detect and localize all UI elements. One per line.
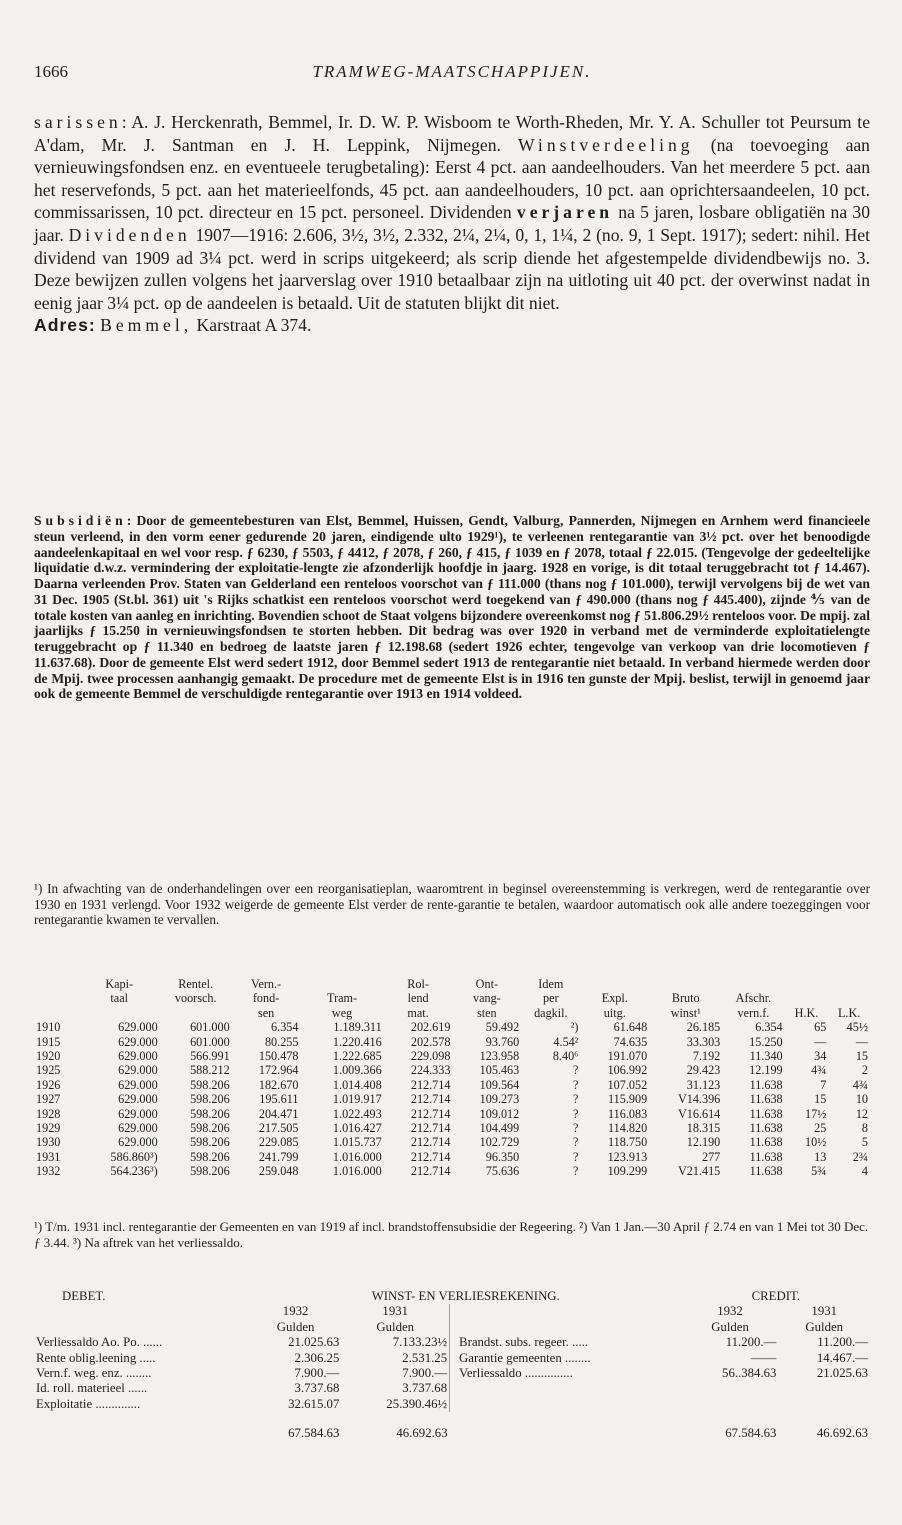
- subsidy-text: : Door de gemeentebesturen van Elst, Bemmel, Huissen, Gendt, Valburg, Pannerden, Nijmegen en Arnhem werd financieele steun verleend, in den vorm eener gedurende 20 jaren, eindigende ulto 1929¹), te verleenen rentegarantie van 3½ pct. over het benoodigde aandeelenkapitaal en wel voor resp. ƒ 6230, ƒ 5503, ƒ 4412, ƒ 2078, ƒ 260, ƒ 415, ƒ 1039 en ƒ 2078, totaal ƒ 22.015. (Tengevolge der gedeeltelijke liquidatie d.w.z. vermindering der exploitatie-lengte zie afzonderlijk hoofdje in jaarg. 1928 en vorige, is dit totaal teruggebracht tot ƒ 14.467). Daarna verleenden Prov. Staten van Gelderland een renteloos voorschot van ƒ 111.000 (thans nog ƒ 101.000), terwijl vervolgens bij de wet van 31 Dec. 1905 (St.bl. 361) uit 's Rijks schatkist een renteloos voorschot werd toegekend van ƒ 490.000 (thans nog ƒ 445.400), zijnde ⅘ van de totale kosten van aanleg en inrichting. Bovendien schoot de Staat volgens bijzondere overeenkomst nog ƒ 51.806.29½ renteloos voor. De mpij. zal jaarlijks ƒ 15.250 in vernieuwingsfondsen te storten hebben. Dit bedrag was over 1920 in verband met de verminderde exploitatielengte teruggebracht op ƒ 11.340 en bedroeg de laatste jaren ƒ 12.198.68 (sedert 1926 echter, tengevolge van verkoop van drie locomotieven ƒ 11.637.68). Door de gemeente Elst werd sedert 1912, door Bemmel sedert 1913 de rentegarantie niet betaald. In verband hiermede werden door de Mpij. twee processen aanhangig gemaakt. De procedure met de gemeente Elst is in 1916 ten gunste der Mpij. beslist, terwijl in genoemd jaar ook de gemeente Bemmel de verschuldigde rentegarantie over 1913 en 1914 voldeed.: [34, 513, 870, 702]
- table-cell: 33.303: [686, 1034, 721, 1049]
- subsidy-section: [34, 513, 870, 702]
- table-cell: 598.206: [190, 1092, 230, 1107]
- table-cell: ?: [572, 1106, 579, 1121]
- stats-header-row: [34, 991, 870, 1005]
- table-cell: 105.463: [479, 1063, 520, 1078]
- table-cell: 212.714: [410, 1077, 451, 1092]
- table-cell: ²): [570, 1020, 579, 1035]
- stats-header-cell: mat.: [407, 1005, 429, 1020]
- table-cell: 11.638: [749, 1092, 783, 1107]
- table-cell: 1.016.000: [332, 1149, 382, 1164]
- table-cell: 7.192: [692, 1049, 721, 1064]
- table-cell: —: [855, 1034, 868, 1049]
- stats-header-cell: [160, 1006, 232, 1020]
- stats-header-cell: [580, 977, 649, 991]
- account-cell: 7.900.—: [402, 1366, 448, 1381]
- stats-header-cell: [785, 977, 829, 991]
- table-cell: 629.000: [118, 1135, 158, 1150]
- table-cell: ?: [572, 1077, 579, 1092]
- address-label: Adres:: [34, 315, 96, 336]
- table-cell: 241.799: [258, 1149, 299, 1164]
- table-row: [34, 1121, 870, 1135]
- table-cell: 11.638: [749, 1121, 783, 1136]
- table-cell: 172.964: [258, 1063, 299, 1078]
- account-cell: 3.737.68: [402, 1381, 448, 1396]
- table-cell: 26.185: [686, 1020, 721, 1035]
- stats-header: [34, 977, 870, 1020]
- account-row: [34, 1397, 870, 1412]
- stats-header-cell: Ont-: [475, 977, 499, 991]
- account-cell: [457, 1397, 682, 1412]
- table-cell: 109.273: [479, 1092, 520, 1107]
- table-cell: 17½: [805, 1106, 827, 1121]
- table-cell: 629.000: [118, 1092, 158, 1107]
- table-cell: 5: [861, 1135, 868, 1150]
- stats-header-cell: Rentel.: [178, 977, 214, 991]
- account-row: [34, 1366, 870, 1381]
- table-cell: 598.206: [190, 1135, 230, 1150]
- table-cell: 118.750: [608, 1135, 648, 1150]
- table-cell: ?: [572, 1164, 579, 1179]
- table-cell: 7: [820, 1077, 827, 1092]
- account-cell: Verliessaldo ...............: [459, 1366, 573, 1381]
- table-row: [34, 1164, 870, 1178]
- table-cell: 107.052: [607, 1077, 648, 1092]
- table-cell: 12.199: [749, 1063, 783, 1078]
- table-cell: 4.54²: [553, 1034, 579, 1049]
- table-cell: 229.098: [410, 1049, 451, 1064]
- table-cell: 601.000: [190, 1034, 230, 1049]
- table-cell: 1.189.311: [333, 1020, 382, 1035]
- year-cell: 1930: [36, 1135, 61, 1150]
- stats-header-cell: Bruto: [671, 991, 700, 1006]
- table-row: [34, 1078, 870, 1092]
- year-cell: 1920: [36, 1049, 61, 1064]
- year-cell: 1926: [36, 1077, 61, 1092]
- table-cell: 1.016.000: [332, 1164, 382, 1179]
- year-cell: 1927: [36, 1092, 61, 1107]
- table-cell: 204.471: [258, 1106, 299, 1121]
- address-line: [34, 314, 870, 337]
- table-cell: 212.714: [410, 1135, 451, 1150]
- stats-header-row: [34, 977, 870, 991]
- table-cell: 104.499: [479, 1121, 520, 1136]
- stats-header-cell: [828, 991, 870, 1005]
- table-cell: 4¾: [811, 1063, 827, 1078]
- account-cell: [450, 1366, 457, 1381]
- stats-header-cell: [649, 977, 722, 991]
- year-cell: 1928: [36, 1106, 61, 1121]
- stats-header-cell: Tram-: [327, 991, 358, 1006]
- account-title: WINST- EN VERLIESREKENING.: [371, 1289, 560, 1303]
- stats-header-cell: fond-: [252, 991, 280, 1006]
- stats-header-cell: [722, 977, 784, 991]
- account-cell: Exploitatie ..............: [36, 1396, 141, 1411]
- table-cell: 150.478: [258, 1049, 299, 1064]
- table-cell: 212.714: [410, 1092, 451, 1107]
- account-cell: 25.390.46½: [386, 1396, 448, 1411]
- account-totals: 67.584.63 46.692.63 67.584.63 46.692.63: [288, 1426, 868, 1441]
- table-cell: 195.611: [259, 1092, 299, 1107]
- table-cell: 566.991: [190, 1049, 230, 1064]
- year-cell: 1915: [36, 1034, 61, 1049]
- stats-header-cell: [34, 977, 79, 991]
- table-cell: 15: [855, 1049, 868, 1064]
- table-cell: 2: [861, 1063, 868, 1078]
- statistics-table: [34, 977, 870, 1179]
- table-cell: 629.000: [118, 1121, 158, 1136]
- table-cell: 629.000: [118, 1063, 158, 1078]
- table-cell: 102.729: [479, 1135, 520, 1150]
- table-cell: 11.638: [749, 1164, 783, 1179]
- stats-header-cell: [300, 977, 383, 991]
- stats-header-cell: L.K.: [837, 1005, 861, 1020]
- table-row: [34, 1092, 870, 1106]
- stats-header-cell: Vern.-: [251, 977, 282, 991]
- address-place: Bemmel,: [100, 315, 193, 336]
- table-cell: 1.222.685: [332, 1049, 382, 1064]
- stats-header-cell: vang-: [472, 991, 501, 1006]
- account-cell: 21.025.63: [288, 1335, 340, 1350]
- running-title: TRAMWEG-MAATSCHAPPIJEN.: [312, 62, 592, 81]
- credit-heading: CREDIT.: [751, 1289, 801, 1303]
- account-cell: Id. roll. materieel ......: [36, 1381, 148, 1396]
- account-cell: 7.133.23½: [392, 1335, 448, 1350]
- stats-header-cell: Kapi-: [105, 977, 134, 991]
- table-cell: 106.992: [607, 1063, 648, 1078]
- stats-header-cell: Rol-: [407, 977, 429, 991]
- company-description: [34, 111, 870, 337]
- table-cell: 229.085: [258, 1135, 299, 1150]
- account-cell: Brandst. subs. regeer. .....: [459, 1335, 589, 1350]
- table-cell: 629.000: [118, 1049, 158, 1064]
- stats-header-cell: H.K.: [794, 1005, 819, 1020]
- account-cell: ——: [750, 1350, 777, 1365]
- table-cell: 31.123: [686, 1077, 721, 1092]
- table-cell: 96.350: [485, 1149, 520, 1164]
- table-cell: 598.206: [190, 1164, 230, 1179]
- table-cell: 259.048: [258, 1164, 299, 1179]
- stats-header-cell: Afschr.: [735, 991, 772, 1006]
- table-cell: 29.423: [686, 1063, 721, 1078]
- table-cell: 6.354: [271, 1020, 299, 1035]
- table-cell: 11.638: [749, 1077, 783, 1092]
- stats-header-cell: sen: [257, 1005, 275, 1020]
- table-cell: 5¾: [811, 1164, 827, 1179]
- table-cell: 6.354: [755, 1020, 783, 1035]
- table-cell: 65: [814, 1020, 827, 1035]
- account-cell: [450, 1381, 457, 1396]
- year-cell: 1925: [36, 1063, 61, 1078]
- stats-header-cell: [785, 991, 829, 1005]
- table-cell: 1.220.416: [332, 1034, 382, 1049]
- year-cell: 1910: [36, 1020, 61, 1035]
- table-row: [34, 1020, 870, 1034]
- table-cell: 629.000: [118, 1077, 158, 1092]
- account-cell: [457, 1381, 682, 1396]
- address-street: Karstraat A 374.: [192, 315, 312, 336]
- table-cell: V16.614: [677, 1106, 721, 1121]
- table-cell: 74.635: [613, 1034, 648, 1049]
- account-row: [34, 1335, 870, 1350]
- stats-header-cell: per: [543, 991, 559, 1006]
- table-cell: 116.083: [608, 1106, 648, 1121]
- table-row: [34, 1035, 870, 1049]
- account-cell: Rente oblig.leening .....: [36, 1350, 156, 1365]
- debet-heading: DEBET.: [62, 1289, 106, 1303]
- stats-header-cell: vern.f.: [737, 1005, 770, 1020]
- table-cell: 1.022.493: [332, 1106, 382, 1121]
- table-cell: 598.206: [190, 1121, 230, 1136]
- table-row: [34, 1049, 870, 1063]
- table-cell: 202.619: [410, 1020, 451, 1035]
- table-cell: 61.648: [613, 1020, 648, 1035]
- account-cell: 56..384.63: [722, 1366, 777, 1381]
- account-cell: [682, 1397, 779, 1412]
- table-row: [34, 1107, 870, 1121]
- profit-loss-account: DEBET. WINST- EN VERLIESREKENING. CREDIT. 1932 1931 1932 1931 Gulden Gulden Gulden Gulden Verliessaldo Ao. Po. ...... 21.025.63 7.133.23½ Brandst. subs. regeer. ..... 11.200.— 11.200.— Rente oblig.leening ..... 2.306.25 2.531.25 Garantie gemeenten ........ —— 14.467.— Vern.f. weg. enz. ........ 7.900.— 7.900.— Verliessaldo ............... 56..384.63 21.025.63 Id. roll. materieel ...... 3.737.68 3.737.68 Exploitatie .............. 32.615.07 25.390.46½ 67.584.63 46.692.63 67.584.63 46.692.63: [36, 1289, 868, 1441]
- table-cell: 15.250: [749, 1034, 783, 1049]
- table-cell: 12.190: [686, 1135, 721, 1150]
- table-cell: 10½: [805, 1135, 827, 1150]
- main-paragraph: sarissen: A. J. Herckenrath, Bemmel, Ir. D. W. P. Wisboom te Worth-Rheden, Mr. Y. A. Schuller tot Peursum te A'dam, Mr. J. Santman en J. H. Leppink, Nijmegen. Winstverdeeling (na toevoeging aan vernieuwingsfondsen enz. en eventueele terugbetaling): Eerst 4 pct. aan aandeelhouders. Van het meerdere 5 pct. aan het reservefonds, 5 pct. aan het materieelfonds, 45 pct. aan aandeelhouders, 10 pct. aan oprichtersaandeelen, 10 pct. commissarissen, 10 pct. directeur en 15 pct. personeel. Dividenden verjaren na 5 jaren, losbare obligatiën na 30 jaar. Dividenden 1907—1916: 2.606, 3½, 3½, 2.332, 2¼, 2¼, 0, 1, 1¼, 2 (no. 9, 1 Sept. 1917); sedert: nihil. Het dividend van 1909 ad 3¼ pct. werd in scrips uitgekeerd; als scrip diende het afgestempelde dividendbewijs no. 3. Deze bewijzen zullen volgens het jaarverslag over 1910 betaalbaar zijn na uitloting uit 40 pct. der overwinst nadat in eenig jaar 3¼ pct. op de aandeelen is betaald. Uit de statuten blijkt dit niet.: [34, 112, 870, 313]
- table-cell: 109.299: [607, 1164, 648, 1179]
- account-cell: 3.737.68: [294, 1381, 340, 1396]
- account-rows: [34, 1335, 870, 1412]
- table-cell: —: [814, 1034, 827, 1049]
- table-cell: 601.000: [190, 1020, 230, 1035]
- account-cell: 32.615.07: [288, 1396, 340, 1411]
- account-cell: Garantie gemeenten ........: [459, 1350, 591, 1365]
- stats-header-cell: winst¹: [670, 1005, 701, 1020]
- table-row: [34, 1063, 870, 1077]
- table-cell: 123.958: [479, 1049, 520, 1064]
- table-cell: 586.860³): [110, 1149, 158, 1164]
- account-cell: [450, 1397, 457, 1412]
- table-cell: 217.505: [258, 1121, 299, 1136]
- table-cell: 212.714: [410, 1121, 451, 1136]
- table-cell: 598.206: [190, 1077, 230, 1092]
- table-cell: 4: [861, 1164, 868, 1179]
- stats-header-row: [34, 1006, 870, 1020]
- table-cell: 12: [855, 1106, 868, 1121]
- table-cell: 1.015.737: [332, 1135, 382, 1150]
- table-cell: V14.396: [677, 1092, 721, 1107]
- stats-header-cell: lend: [407, 991, 429, 1006]
- table-cell: 202.578: [410, 1034, 451, 1049]
- table-cell: 11.340: [749, 1049, 783, 1064]
- table-cell: 1.019.917: [332, 1092, 382, 1107]
- table-cell: 8.40⁶: [552, 1049, 579, 1064]
- table-cell: 45½: [846, 1020, 868, 1035]
- table-cell: 598.206: [190, 1106, 230, 1121]
- table-cell: 629.000: [118, 1106, 158, 1121]
- stats-header-cell: uitg.: [603, 1005, 626, 1020]
- stats-header-cell: sten: [477, 1005, 497, 1020]
- table-cell: 34: [814, 1049, 827, 1064]
- table-cell: 114.820: [608, 1121, 648, 1136]
- stats-header-cell: [828, 977, 870, 991]
- footnote-table: ¹) T/m. 1931 incl. rentegarantie der Gemeenten en van 1919 af incl. brandstoffensubsidie der Regeering. ²) Van 1 Jan.—30 April ƒ 2.74 en van 1 Mei tot 30 Dec. ƒ 3.44. ³) Na aftrek van het verliessaldo.: [34, 1219, 869, 1250]
- account-cell: 2.306.25: [294, 1350, 340, 1365]
- table-cell: 4¾: [852, 1077, 868, 1092]
- table-cell: ?: [572, 1121, 579, 1136]
- table-cell: 18.315: [686, 1121, 721, 1136]
- table-cell: 1.009.366: [332, 1063, 382, 1078]
- account-cell: 21.025.63: [816, 1366, 868, 1381]
- table-cell: 25: [814, 1121, 827, 1136]
- table-cell: 2¾: [852, 1149, 868, 1164]
- subsidy-label: Subsidiën: [34, 513, 127, 528]
- table-row: [34, 1150, 870, 1164]
- account-row: [34, 1381, 870, 1396]
- year-cell: 1931: [36, 1149, 61, 1164]
- account-cell: 2.531.25: [402, 1350, 448, 1365]
- stats-header-cell: taal: [110, 991, 129, 1006]
- table-cell: 109.012: [479, 1106, 520, 1121]
- stats-header-cell: weg: [331, 1005, 353, 1020]
- year-cell: 1929: [36, 1121, 61, 1136]
- account-cell: Vern.f. weg. enz. ........: [36, 1366, 152, 1381]
- table-cell: 212.714: [410, 1164, 451, 1179]
- table-cell: 93.760: [485, 1034, 520, 1049]
- table-cell: 109.564: [479, 1077, 520, 1092]
- stats-header-cell: [79, 1006, 160, 1020]
- table-cell: 212.714: [410, 1149, 451, 1164]
- table-cell: 115.909: [608, 1092, 648, 1107]
- account-cell: 11.200.—: [725, 1335, 777, 1350]
- table-cell: 598.206: [190, 1149, 230, 1164]
- account-cell: [778, 1381, 870, 1396]
- table-cell: 11.638: [749, 1135, 783, 1150]
- table-cell: 629.000: [118, 1034, 158, 1049]
- table-cell: 75.636: [485, 1164, 520, 1179]
- table-cell: 277: [701, 1149, 721, 1164]
- stats-header-cell: dagkil.: [534, 1005, 568, 1020]
- table-cell: 8: [861, 1121, 868, 1136]
- account-cell: [450, 1335, 457, 1350]
- table-cell: 10: [855, 1092, 868, 1107]
- table-cell: 191.070: [607, 1049, 648, 1064]
- table-cell: ?: [572, 1149, 579, 1164]
- footnote-rentegarantie: ¹) In afwachting van de onderhandelingen over een reorganisatieplan, waaromtrent in beginsel overeenstemming is verkregen, werd de rentegarantie over 1930 en 1931 verlengd. Voor 1932 weigerde de gemeente Elst verder de rente-garantie te betalen, waardoor automatisch ook alle andere toezeggingen voor rentegarantie kwamen te vervallen.: [34, 881, 870, 928]
- stats-header-cell: Idem: [538, 977, 564, 991]
- table-cell: ?: [572, 1135, 579, 1150]
- account-cell: 11.200.—: [817, 1335, 868, 1350]
- year-cell: 1932: [36, 1164, 61, 1179]
- table-cell: ?: [572, 1092, 579, 1107]
- table-cell: 15: [814, 1092, 827, 1107]
- table-cell: 11.638: [749, 1106, 783, 1121]
- table-cell: V21.415: [677, 1164, 721, 1179]
- table-cell: 182.670: [258, 1077, 299, 1092]
- table-cell: 59.492: [485, 1020, 520, 1035]
- account-row: [34, 1351, 870, 1366]
- stats-header-cell: [34, 1006, 79, 1020]
- table-cell: 212.714: [410, 1106, 451, 1121]
- stats-header-cell: Expl.: [601, 991, 628, 1006]
- table-cell: 123.913: [607, 1149, 648, 1164]
- page-number: 1666: [34, 62, 68, 81]
- account-cell: [778, 1397, 870, 1412]
- table-cell: 1.014.408: [332, 1077, 382, 1092]
- table-cell: 13: [814, 1149, 827, 1164]
- table-cell: 564.236³): [110, 1164, 158, 1179]
- table-cell: 588.212: [190, 1063, 230, 1078]
- account-cell: [450, 1351, 457, 1366]
- page-header: [34, 62, 870, 88]
- table-cell: 80.255: [264, 1034, 299, 1049]
- stats-body: [34, 1020, 870, 1178]
- account-cell: Verliessaldo Ao. Po. ......: [36, 1335, 163, 1350]
- account-cell: 7.900.—: [294, 1366, 340, 1381]
- table-cell: 11.638: [749, 1149, 783, 1164]
- account-cell: [682, 1381, 779, 1396]
- stats-header-cell: voorsch.: [174, 991, 217, 1006]
- stats-header-cell: [34, 991, 79, 1005]
- table-row: [34, 1135, 870, 1149]
- table-cell: 629.000: [118, 1020, 158, 1035]
- table-cell: ?: [572, 1063, 579, 1078]
- table-cell: 224.333: [410, 1063, 451, 1078]
- account-cell: 14.467.—: [816, 1350, 868, 1365]
- table-cell: 1.016.427: [332, 1121, 382, 1136]
